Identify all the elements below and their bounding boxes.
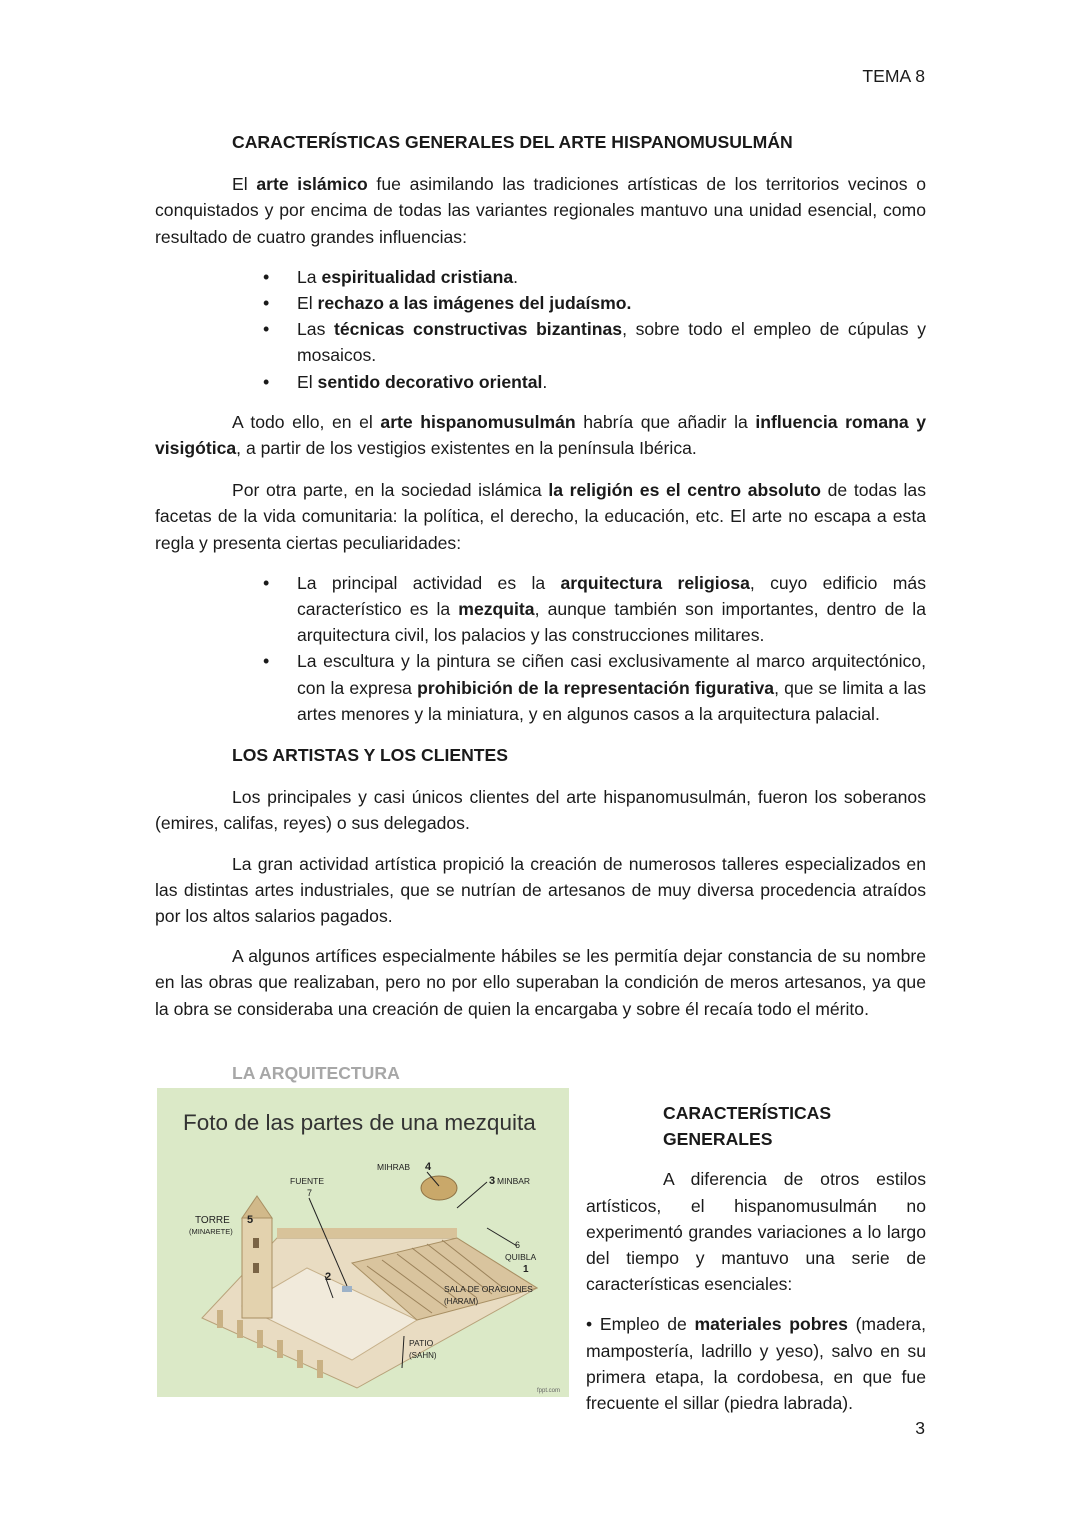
label-fuente: FUENTE bbox=[290, 1176, 324, 1186]
list-item: • La principal actividad es la arquitectura religiosa, cuyo edificio más característico es la mezquita, aunque también son importantes, dentro de la arquitectura civil, los palacios y las construcciones militares. bbox=[155, 570, 926, 649]
label-number: 5 bbox=[247, 1214, 254, 1226]
paragraph-workshops: La gran actividad artística propició la creación de numerosos talleres especializados en las distintas artes industriales, que se nutrían de artesanos de muy diversa procedencia atraídos por los altos salarios pagados. bbox=[155, 853, 926, 927]
mosque-illustration bbox=[157, 1088, 569, 1397]
section-general-characteristics bbox=[155, 129, 926, 727]
list-item: • El sentido decorativo oriental. bbox=[155, 369, 926, 395]
label-number: 6 bbox=[515, 1240, 521, 1250]
paragraph-variations: A diferencia de otros estilos artísticos, el hispanomusulmán no experimentó grandes variaciones a lo largo del tiempo y mantuvo una serie de características esenciales: bbox=[586, 1169, 926, 1295]
label-haram: (HARAM) bbox=[444, 1297, 479, 1306]
influences-list bbox=[155, 264, 926, 395]
mosque-parts-figure bbox=[157, 1088, 569, 1397]
list-item: • La espiritualidad cristiana. bbox=[155, 264, 926, 290]
label-minarete: (MINARETE) bbox=[189, 1227, 233, 1236]
section-architecture bbox=[155, 1060, 926, 1086]
paragraph-islamic-art: El arte islámico fue asimilando las tradiciones artísticas de los territorios vecinos o conquistados y por encima de todas las variantes regionales mantuvo una unidad esencial, como resultado de cuatro grandes influencias: bbox=[155, 174, 926, 247]
label-torre: TORRE bbox=[195, 1215, 230, 1226]
label-sahn: (SAHN) bbox=[409, 1351, 437, 1360]
page-number: 3 bbox=[915, 1418, 925, 1438]
list-item: • Las técnicas constructivas bizantinas, sobre todo el empleo de cúpulas y mosaicos. bbox=[155, 316, 926, 368]
section-artists-clients bbox=[155, 742, 926, 1022]
label-quibla: QUIBLA bbox=[505, 1252, 537, 1262]
label-patio: PATIO bbox=[409, 1338, 434, 1348]
label-number: 7 bbox=[307, 1188, 313, 1198]
list-item: • La escultura y la pintura se ciñen casi exclusivamente al marco arquitectónico, con la expresa prohibición de la representación figurativa, que se limita a las artes menores y la miniatura, y en algunos casos a la arquitectura palacial. bbox=[155, 648, 926, 727]
label-sala: SALA DE ORACIONES bbox=[444, 1284, 533, 1294]
header-tema: TEMA 8 bbox=[862, 66, 925, 86]
peculiarities-list bbox=[155, 570, 926, 727]
label-number: 3 bbox=[489, 1175, 496, 1187]
figure-title: Foto de las partes de una mezquita bbox=[183, 1110, 536, 1135]
paragraph-clients: Los principales y casi únicos clientes del arte hispanomusulmán, fueron los soberanos (emires, califas, reyes) o sus delegados. bbox=[155, 787, 926, 834]
list-item: • Empleo de materiales pobres (madera, mampostería, ladrillo y yeso), salvo en su primera etapa, la cordobesa, en que fue frecuente el sillar (piedra labrada). bbox=[586, 1314, 926, 1414]
label-minbar: MINBAR bbox=[497, 1176, 531, 1186]
paragraph-religion: Por otra parte, en la sociedad islámica la religión es el centro absoluto de todas las facetas de la vida comunitaria: la política, el derecho, la educación, etc. El arte no escapa a esta regla y presenta ciertas peculiaridades: bbox=[155, 480, 927, 553]
section-architecture-characteristics bbox=[586, 1100, 926, 1416]
source-credit: fppt.com bbox=[537, 1388, 561, 1394]
section-title: CARACTERÍSTICAS GENERALES bbox=[663, 1103, 832, 1150]
paragraph-artisans: A algunos artífices especialmente hábiles se les permitía dejar constancia de su nombre en las obras que realizaban, pero no por ello superaban la condición de meros artesanos, ya que la obra se consideraba una creación de quien la encargaba y sobre él recaía todo el mérito. bbox=[155, 946, 926, 1019]
section-title: LA ARQUITECTURA bbox=[232, 1063, 400, 1083]
section-title: CARACTERÍSTICAS GENERALES DEL ARTE HISPANOMUSULMÁN bbox=[232, 132, 793, 152]
list-item: • El rechazo a las imágenes del judaísmo. bbox=[155, 290, 926, 316]
section-title: LOS ARTISTAS Y LOS CLIENTES bbox=[232, 745, 508, 765]
paragraph-hispanomusulman: A todo ello, en el arte hispanomusulmán habría que añadir la influencia romana y visigótica, a partir de los vestigios existentes en la península Ibérica. bbox=[155, 411, 926, 459]
label-number: 1 bbox=[523, 1264, 529, 1275]
label-number: 2 bbox=[325, 1271, 332, 1283]
label-mihrab: MIHRAB bbox=[377, 1162, 411, 1172]
label-number: 4 bbox=[425, 1161, 432, 1173]
